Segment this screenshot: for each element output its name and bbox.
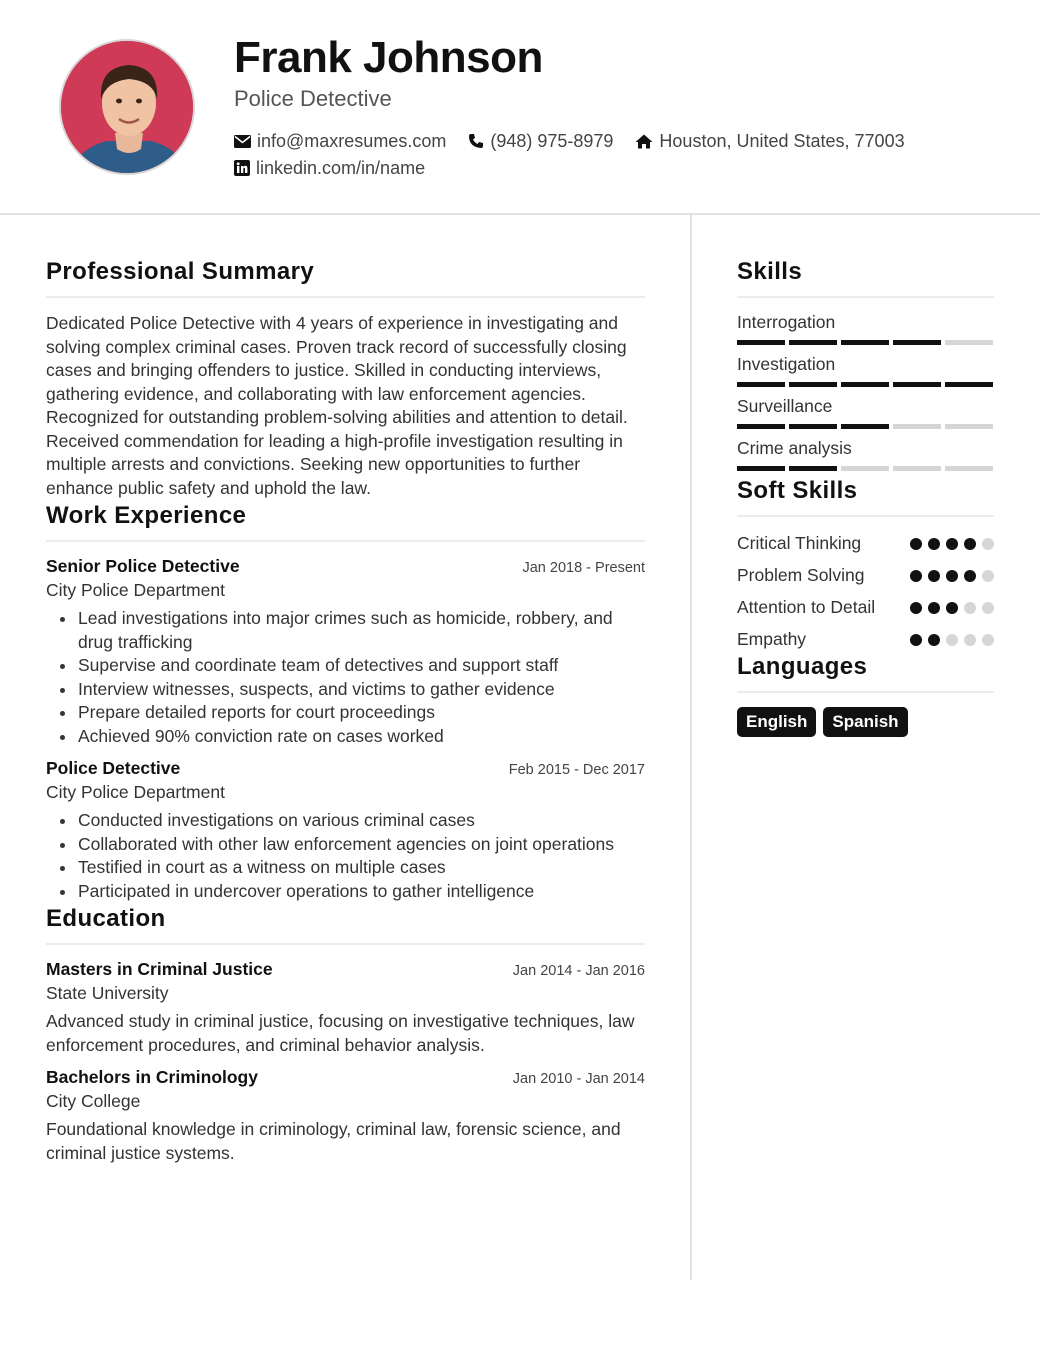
- skill-name: Surveillance: [737, 396, 833, 416]
- avatar-icon: [61, 41, 195, 175]
- soft-skill-rating: [910, 627, 994, 646]
- skill-name: Investigation: [737, 354, 836, 374]
- school-name: State University: [46, 983, 169, 1003]
- summary-text: Dedicated Police Detective with 4 years of experience in investigating and solving complex criminal cases. Proven track record of successfully closing cases and bringing offenders to justice. Skilled in conducting interviews, gathering evidence, and collaborating with law enforcement agencies. Recognized for outstanding problem-solving abilities and attention to detail. Received commendation for leading a high-profile investigation resulting in multiple arrests and convictions. Seeking new opportunities to further enhance public safety and uphold the law.: [46, 313, 628, 498]
- soft-skill-item: [737, 563, 994, 587]
- rating-dot-filled: [910, 538, 922, 550]
- school-name: City College: [46, 1091, 141, 1111]
- skill-level-segment-filled: [789, 340, 837, 345]
- degree-date: Jan 2014 - Jan 2016: [512, 963, 645, 979]
- skill-level-segment-filled: [789, 424, 837, 429]
- skill-level-bar: [737, 466, 994, 471]
- rating-dot-empty: [982, 570, 994, 582]
- skill-level-segment-empty: [893, 424, 941, 429]
- rating-dot-filled: [928, 570, 940, 582]
- location-contact: [635, 131, 904, 152]
- experience-heading: Work Experience: [46, 502, 645, 542]
- soft-skill-item: [737, 531, 994, 555]
- skill-level-segment-filled: [945, 382, 993, 387]
- soft-skill-name: Problem Solving: [737, 565, 865, 585]
- phone-contact[interactable]: [468, 131, 613, 152]
- skill-level-segment-empty: [945, 424, 993, 429]
- soft-skill-name: Empathy: [737, 629, 807, 649]
- education-entry: [46, 1067, 645, 1165]
- list-item: Testified in court as a witness on multiple cases: [58, 856, 645, 880]
- soft-skill-name: Attention to Detail: [737, 597, 876, 617]
- rating-dot-filled: [946, 570, 958, 582]
- rating-dot-filled: [910, 570, 922, 582]
- skill-level-segment-filled: [893, 340, 941, 345]
- soft-skills-list: [737, 531, 994, 651]
- skills-heading: Skills: [737, 258, 994, 298]
- email-text[interactable]: info@maxresumes.com: [257, 130, 447, 151]
- profile-photo: [59, 39, 195, 175]
- skill-level-segment-filled: [841, 382, 889, 387]
- contact-info: [234, 128, 994, 182]
- phone-text[interactable]: (948) 975-8979: [490, 130, 614, 151]
- rating-dot-empty: [964, 602, 976, 614]
- candidate-title: Police Detective: [234, 86, 392, 111]
- list-item: Participated in undercover operations to gather intelligence: [58, 880, 645, 904]
- skill-level-segment-filled: [789, 382, 837, 387]
- list-item: Collaborated with other law enforcement agencies on joint operations: [58, 833, 645, 857]
- skills-list: [737, 312, 994, 471]
- job-role: Police Detective: [46, 758, 181, 778]
- phone-icon: [468, 133, 484, 149]
- education-heading: Education: [46, 905, 645, 945]
- rating-dot-filled: [928, 538, 940, 550]
- soft-skill-rating: [910, 595, 994, 614]
- linkedin-contact[interactable]: [234, 158, 425, 179]
- skill-level-segment-empty: [945, 466, 993, 471]
- job-org: City Police Department: [46, 782, 225, 802]
- skill-item: [737, 312, 994, 345]
- soft-skill-rating: [910, 531, 994, 550]
- job-org: City Police Department: [46, 580, 225, 600]
- skill-level-segment-empty: [945, 340, 993, 345]
- job-entry: [46, 758, 645, 903]
- soft-skill-name: Critical Thinking: [737, 533, 862, 553]
- skill-item: [737, 396, 994, 429]
- rating-dot-filled: [964, 570, 976, 582]
- education-entry: [46, 959, 645, 1057]
- column-divider: [690, 215, 692, 1280]
- soft-skills-heading: Soft Skills: [737, 477, 994, 517]
- sidebar-column: [737, 258, 994, 737]
- main-column: [46, 258, 645, 1175]
- job-entry: [46, 556, 645, 748]
- language-badges: [737, 707, 994, 737]
- soft-skill-item: [737, 595, 994, 619]
- job-bullets: [58, 607, 645, 748]
- skill-level-segment-empty: [841, 466, 889, 471]
- envelope-icon: [234, 135, 251, 148]
- rating-dot-filled: [928, 602, 940, 614]
- skill-level-segment-filled: [737, 466, 785, 471]
- soft-skill-item: [737, 627, 994, 651]
- skill-level-bar: [737, 382, 994, 387]
- rating-dot-filled: [964, 538, 976, 550]
- degree-description: Advanced study in criminal justice, focusing on investigative techniques, law enforcement procedures, and criminal behavior analysis.: [46, 1011, 635, 1055]
- rating-dot-empty: [982, 634, 994, 646]
- skill-level-segment-filled: [737, 382, 785, 387]
- language-badge: English: [737, 707, 816, 737]
- candidate-name: Frank Johnson: [234, 33, 543, 82]
- skill-level-segment-filled: [737, 340, 785, 345]
- degree-description: Foundational knowledge in criminology, criminal law, forensic science, and criminal justice systems.: [46, 1119, 621, 1163]
- soft-skill-rating: [910, 563, 994, 582]
- degree-name: Bachelors in Criminology: [46, 1067, 258, 1087]
- rating-dot-empty: [982, 538, 994, 550]
- skill-level-segment-filled: [789, 466, 837, 471]
- list-item: Interview witnesses, suspects, and victims to gather evidence: [58, 678, 645, 702]
- skill-name: Crime analysis: [737, 438, 852, 458]
- list-item: Achieved 90% conviction rate on cases worked: [58, 725, 645, 749]
- language-badge: Spanish: [823, 707, 907, 737]
- skill-level-segment-filled: [841, 424, 889, 429]
- linkedin-text[interactable]: linkedin.com/in/name: [256, 157, 426, 178]
- list-item: Supervise and coordinate team of detectives and support staff: [58, 654, 645, 678]
- rating-dot-empty: [946, 634, 958, 646]
- job-date: Jan 2018 - Present: [522, 560, 645, 576]
- list-item: Conducted investigations on various criminal cases: [58, 809, 645, 833]
- skill-level-bar: [737, 424, 994, 429]
- resume-header: [0, 0, 1040, 215]
- skill-level-segment-filled: [841, 340, 889, 345]
- skill-level-segment-filled: [893, 382, 941, 387]
- rating-dot-filled: [910, 602, 922, 614]
- languages-heading: Languages: [737, 653, 994, 693]
- rating-dot-filled: [928, 634, 940, 646]
- rating-dot-empty: [982, 602, 994, 614]
- job-role: Senior Police Detective: [46, 556, 240, 576]
- skill-item: [737, 438, 994, 471]
- job-bullets: [58, 809, 645, 903]
- skill-level-segment-filled: [737, 424, 785, 429]
- skill-name: Interrogation: [737, 312, 836, 332]
- skill-item: [737, 354, 994, 387]
- list-item: Lead investigations into major crimes such as homicide, robbery, and drug trafficking: [58, 607, 645, 654]
- home-icon: [635, 134, 653, 149]
- degree-name: Masters in Criminal Justice: [46, 959, 273, 979]
- rating-dot-filled: [946, 602, 958, 614]
- summary-heading: Professional Summary: [46, 258, 645, 298]
- skill-level-segment-empty: [893, 466, 941, 471]
- degree-date: Jan 2010 - Jan 2014: [512, 1071, 645, 1087]
- email-contact[interactable]: [234, 131, 446, 152]
- rating-dot-empty: [964, 634, 976, 646]
- job-date: Feb 2015 - Dec 2017: [508, 762, 645, 778]
- location-text: Houston, United States, 77003: [659, 130, 905, 151]
- rating-dot-filled: [910, 634, 922, 646]
- rating-dot-filled: [946, 538, 958, 550]
- skill-level-bar: [737, 340, 994, 345]
- list-item: Prepare detailed reports for court proceedings: [58, 701, 645, 725]
- linkedin-icon: [234, 160, 250, 176]
